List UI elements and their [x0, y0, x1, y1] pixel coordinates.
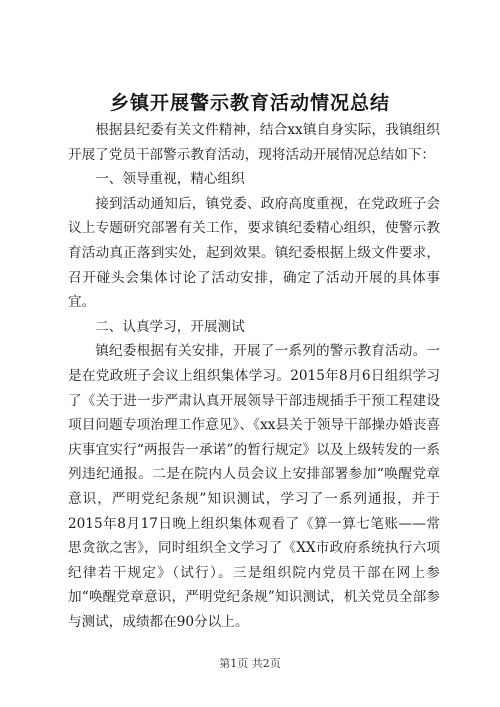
intro-paragraph: 根据县纪委有关文件精神，结合xx镇自身实际，我镇组织开展了党员干部警示教育活动，现将活动开展情况总结如下： — [68, 122, 440, 163]
section-heading-2: 二、认真学习，开展测试 — [95, 318, 245, 335]
document-title: 乡镇开展警示教育活动情况总结 — [109, 92, 390, 114]
section-1-paragraph: 接到活动通知后，镇党委、政府高度重视，在党政班子会议上专题研究部署有关工作，要求镇纪委精心组织，使警示教育活动真正落到实处，起到效果。镇纪委根据上级文件要求，召开碰头会集体讨论了活动安排，确定了活动开展的具体事宜。 — [68, 195, 440, 311]
document-body — [68, 118, 440, 634]
section-heading-1: 一、领导重视，精心组织 — [95, 171, 245, 188]
page-number-footer: 第1页 共2页 — [219, 657, 281, 670]
section-2-paragraph: 镇纪委根据有关安排，开展了一系列的警示教育活动。一是在党政班子会议上组织集体学习。2015年8月6日组织学习了《关于进一步严肃认真开展领导干部违规插手干预工程建设项目问题专项治理工作意见》、《xx县关于领导干部操办婚丧喜庆事宜实行“两报告一承诺”的暂行规定》以及上级转发的一系列违纪通报。二是在院内人员会议上安排部署参加“唤醒党章意识，严明党纪条规”知识测试，学习了一系列通报，并于2015年8月17日晚上组织集体观看了《算一算七笔账——常思贪欲之害》，同时组织全文学习了《XX市政府系统执行六项纪律若干规定》（试行）。三是组织院内党员干部在网上参加“唤醒党章意识，严明党纪条规”知识测试，机关党员全部参与测试，成绩都在90分以上。 — [68, 343, 440, 630]
